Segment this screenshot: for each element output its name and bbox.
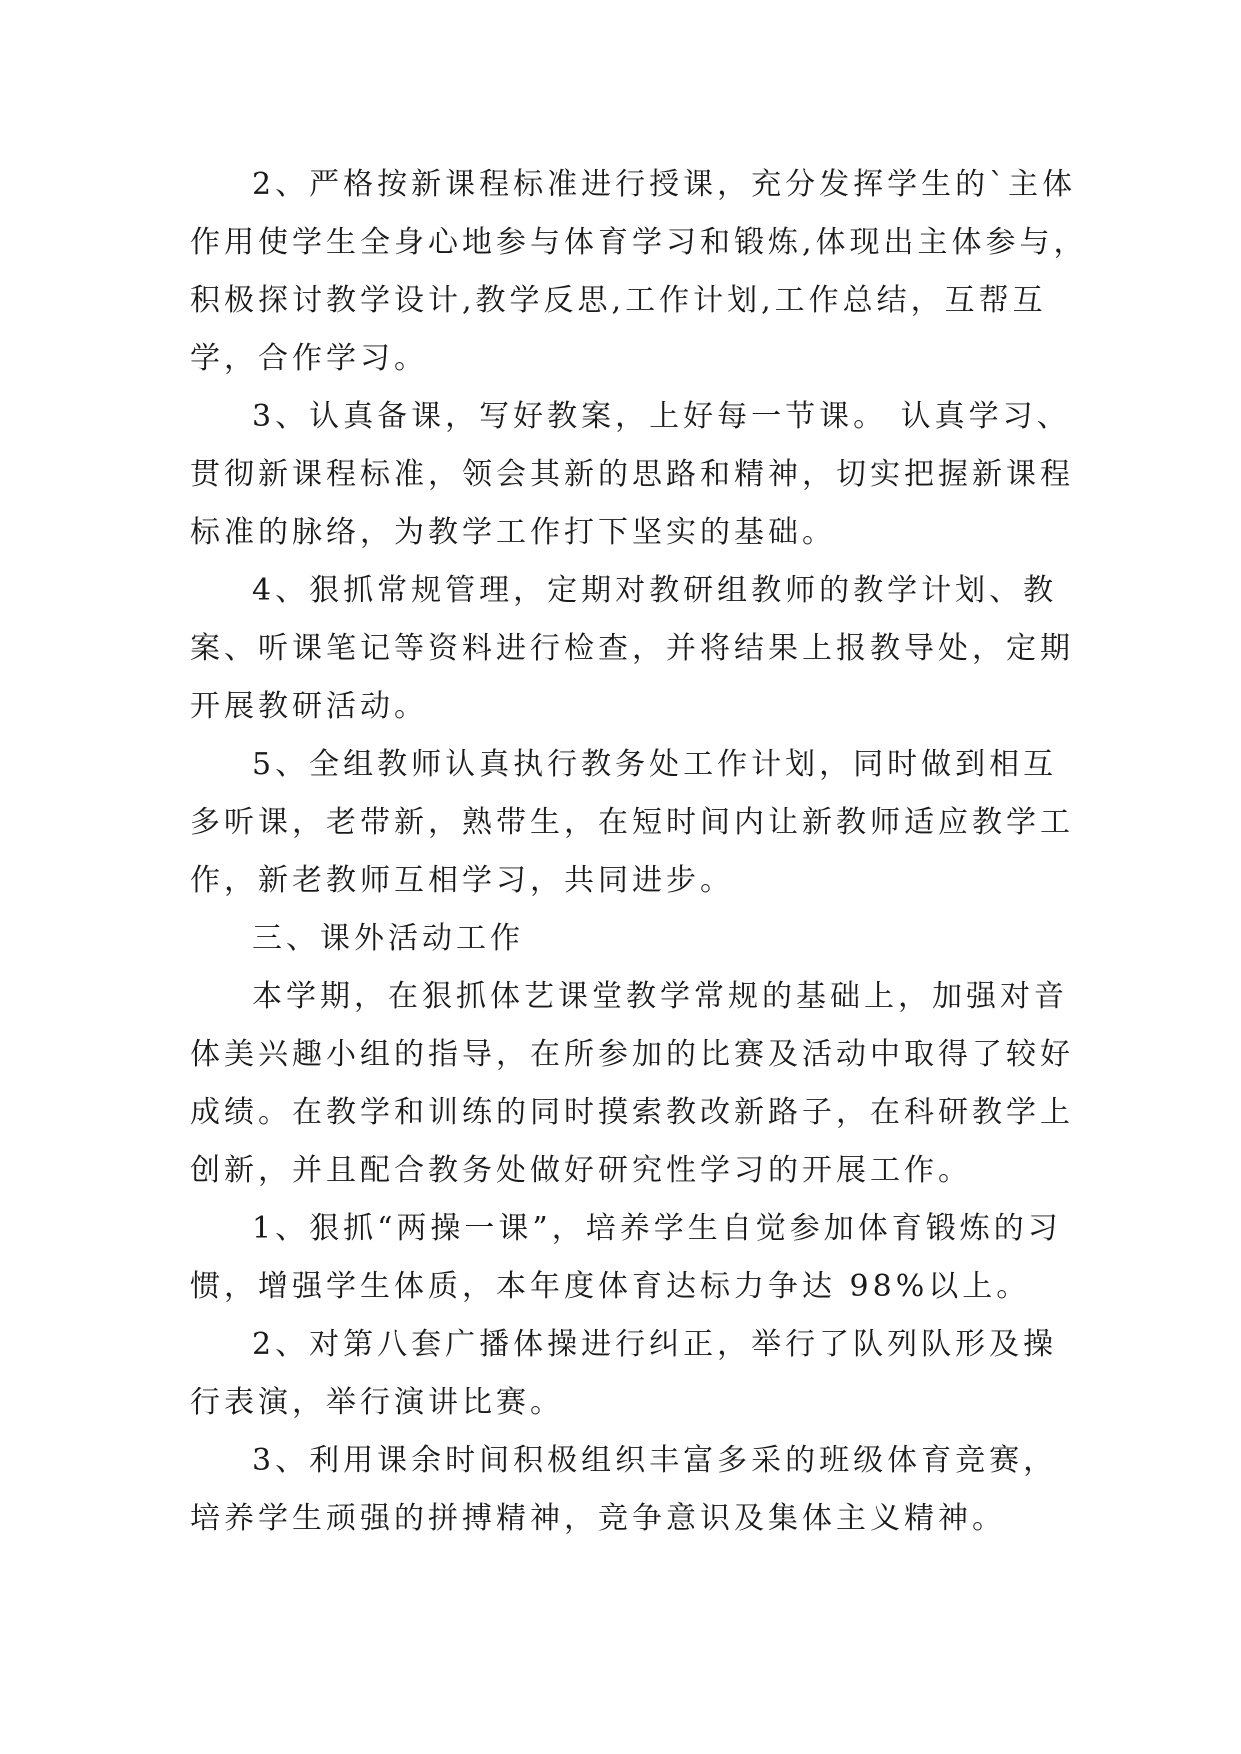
paragraph-line: 2、对第八套广播体操进行纠正，举行了队列队形及操 — [252, 1327, 1058, 1362]
paragraph-item-2-broadcast-exercise — [190, 1316, 1090, 1432]
paragraph-line: 学，合作学习。 — [190, 341, 428, 376]
paragraph-line: 作，新老教师互相学习，共同进步。 — [190, 863, 734, 898]
paragraph-line: 案、听课笔记等资料进行检查，并将结果上报教导处，定期 — [190, 631, 1074, 666]
document-body — [190, 156, 1090, 1548]
paragraph-item-3-lesson-prep — [190, 388, 1090, 562]
paragraph-line: 标准的脉络，为教学工作打下坚实的基础。 — [190, 515, 836, 550]
paragraph-line: 行表演，举行演讲比赛。 — [190, 1385, 564, 1420]
paragraph-line: 3、认真备课，写好教案，上好每一节课。 认真学习、 — [252, 399, 1071, 434]
paragraph-item-5-work-plan — [190, 736, 1090, 910]
paragraph-line: 培养学生顽强的拼搏精神，竞争意识及集体主义精神。 — [190, 1501, 1006, 1536]
paragraph-line: 体美兴趣小组的指导，在所参加的比赛及活动中取得了较好 — [190, 1037, 1074, 1072]
paragraph-line: 本学期，在狠抓体艺课堂教学常规的基础上，加强对音 — [252, 979, 1068, 1014]
paragraph-line: 4、狠抓常规管理，定期对教研组教师的教学计划、教 — [252, 573, 1058, 608]
paragraph-line: 作用使学生全身心地参与体育学习和锻炼,体现出主体参与， — [190, 225, 1088, 260]
paragraph-line: 多听课，老带新，熟带生，在短时间内让新教师适应教学工 — [190, 805, 1074, 840]
paragraph-line: 贯彻新课程标准，领会其新的思路和精神，切实把握新课程 — [190, 457, 1074, 492]
paragraph-line: 创新，并且配合教务处做好研究性学习的开展工作。 — [190, 1153, 972, 1188]
paragraph-line: 惯，增强学生体质，本年度体育达标力争达 98%以上。 — [190, 1269, 1031, 1304]
paragraph-line: 2、严格按新课程标准进行授课，充分发挥学生的`主体 — [252, 167, 1077, 202]
paragraph-line: 3、利用课余时间积极组织丰富多采的班级体育竞赛， — [252, 1443, 1058, 1478]
paragraph-line: 开展教研活动。 — [190, 689, 428, 724]
section-heading-text: 三、课外活动工作 — [252, 921, 524, 956]
paragraph-item-3-class-competitions — [190, 1432, 1090, 1548]
paragraph-semester-summary — [190, 968, 1090, 1200]
paragraph-line: 成绩。在教学和训练的同时摸索教改新路子，在科研教学上 — [190, 1095, 1074, 1130]
paragraph-item-4-routine-management — [190, 562, 1090, 736]
paragraph-line: 积极探讨教学设计,教学反思,工作计划,工作总结，互帮互 — [190, 283, 1047, 318]
section-heading-extracurricular — [190, 910, 1090, 968]
paragraph-item-2-teaching-standards — [190, 156, 1090, 388]
paragraph-line: 1、狠抓“两操一课”，培养学生自觉参加体育锻炼的习 — [252, 1211, 1062, 1246]
paragraph-item-1-exercise-habits — [190, 1200, 1090, 1316]
paragraph-line: 5、全组教师认真执行教务处工作计划，同时做到相互 — [252, 747, 1058, 782]
